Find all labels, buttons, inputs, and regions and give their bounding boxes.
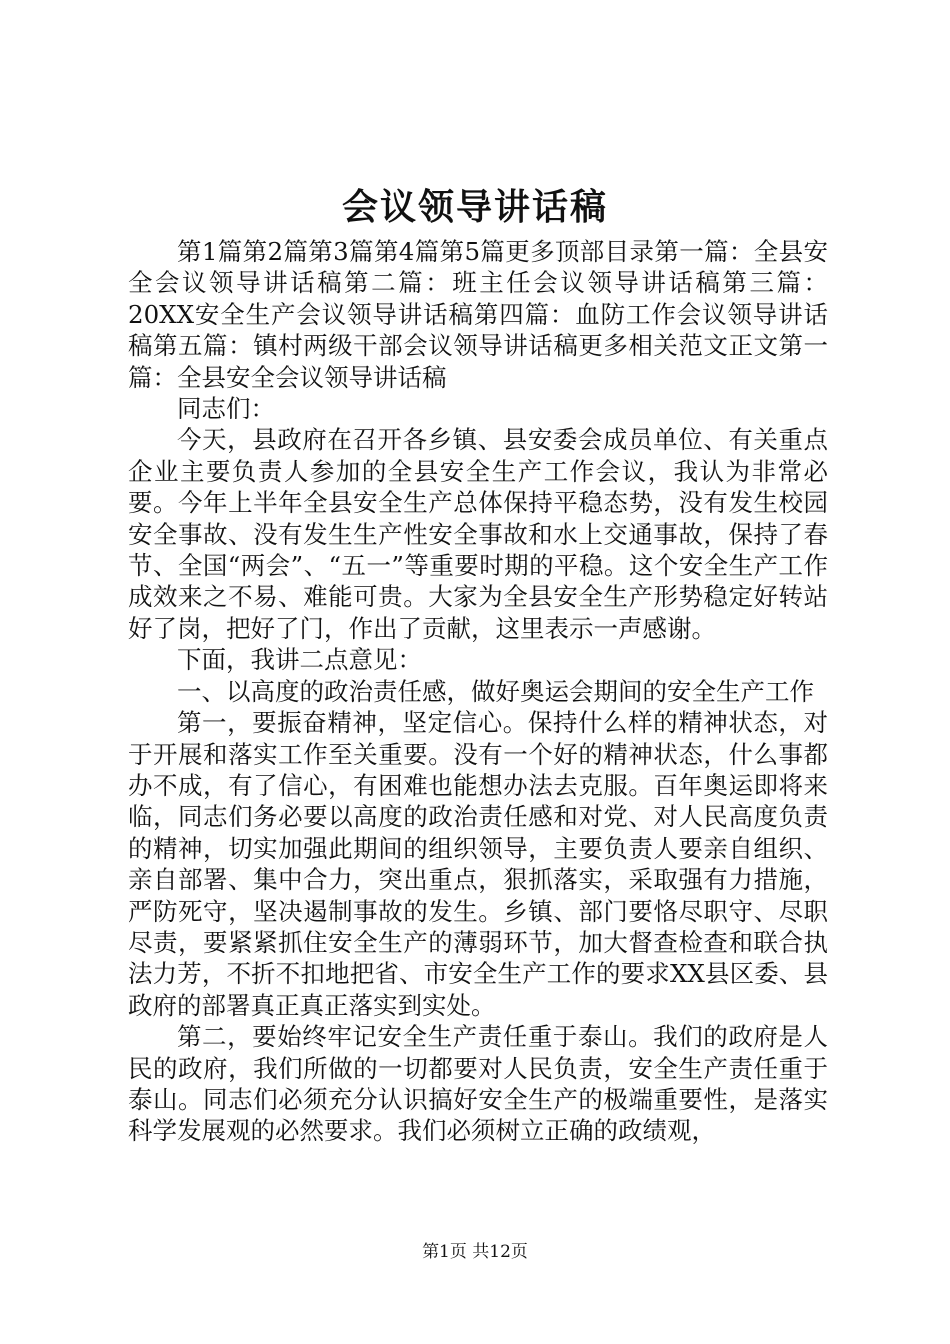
document-title: 会议领导讲话稿 — [341, 186, 608, 228]
paragraph-salutation: 同志们： — [177, 394, 275, 424]
paragraph-toc: 第1篇第2篇第3篇第4篇第5篇更多顶部目录第一篇：全县安全会议领导讲话稿第二篇：班主任会议领导讲话稿第三篇：20XX安全生产会议领导讲话稿第四篇：血防工作会议领导讲话稿第五篇：镇村两级干部会议领导讲话稿更多相关范文正文第一篇：全县安全会议领导讲话稿 — [128, 237, 828, 392]
paragraph-intro-points: 下面，我讲二点意见： — [177, 645, 422, 675]
paragraph-point-first: 第一，要振奋精神，坚定信心。保持什么样的精神状态，对于开展和落实工作至关重要。没有一个好的精神状态，什么事都办不成，有了信心，有困难也能想办法去克服。百年奥运即将来临，同志们务必要以高度的政治责任感和对党、对人民高度负责的精神，切实加强此期间的组织领导，主要负责人要亲自组织、亲自部署、集中合力，突出重点，狠抓落实，采取强有力措施，严防死守，坚决遏制事故的发生。乡镇、部门要恪尽职守、尽职尽责，要紧紧抓住安全生产的薄弱环节，加大督查检查和联合执法力芳，不折不扣地把省、市安全生产工作的要求XX县区委、县政府的部署真正真正落实到实处。 — [128, 708, 828, 1020]
page-number-footer: 第1页 共12页 — [422, 1242, 528, 1262]
paragraph-heading-one: 一、以高度的政治责任感，做好奥运会期间的安全生产工作 — [177, 676, 814, 706]
paragraph-opening: 今天，县政府在召开各乡镇、县安委会成员单位、有关重点企业主要负责人参加的全县安全生产工作会议，我认为非常必要。今年上半年全县安全生产总体保持平稳态势，没有发生校园安全事故、没有发生生产性安全事故和水上交通事故，保持了春节、全国“两会”、“五一”等重要时期的平稳。这个安全生产工作成效来之不易、难能可贵。大家为全县安全生产形势稳定好转站好了岗，把好了门，作出了贡献，这里表示一声感谢。 — [128, 425, 828, 643]
paragraph-point-second: 第二，要始终牢记安全生产责任重于泰山。我们的政府是人民的政府，我们所做的一切都要对人民负责，安全生产责任重于泰山。同志们必须充分认识搞好安全生产的极端重要性，是落实科学发展观的必然要求。我们必须树立正确的政绩观， — [128, 1022, 828, 1146]
document-body — [128, 236, 828, 1147]
